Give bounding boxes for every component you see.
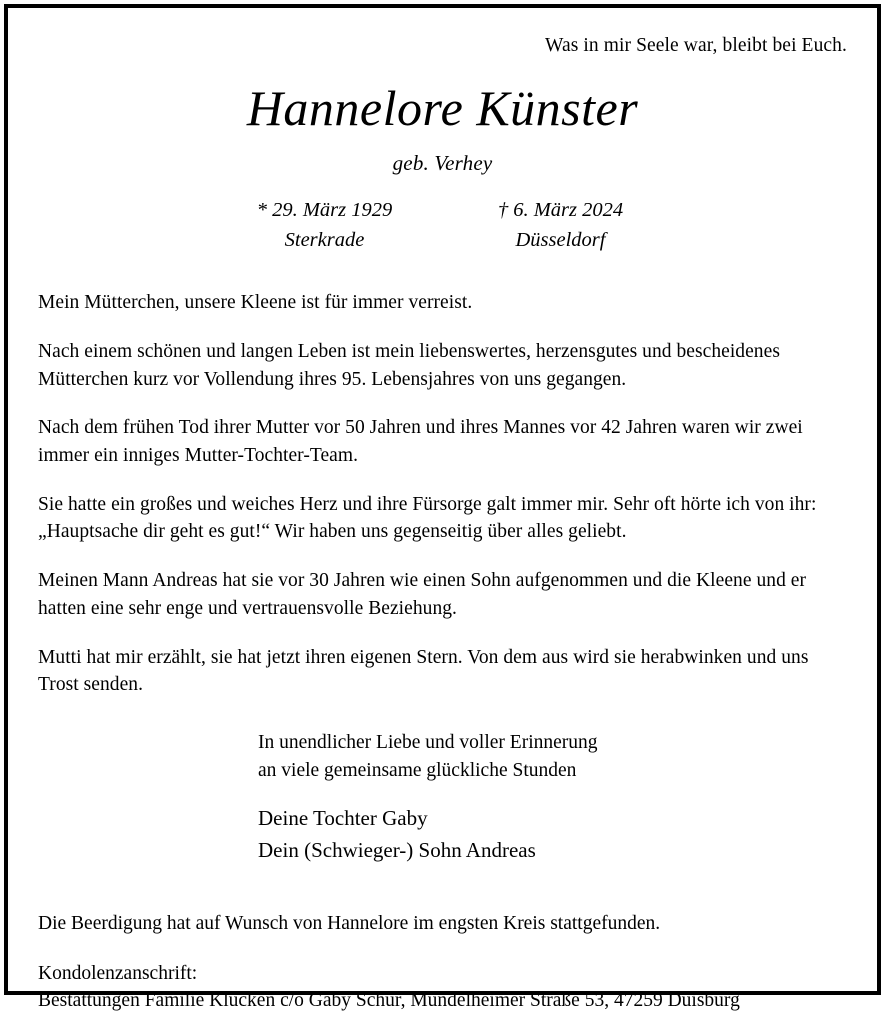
deceased-name: Hannelore Künster — [246, 80, 639, 137]
body-paragraph: Meinen Mann Andreas hat sie vor 30 Jahren wie einen Sohn aufgenommen und die Kleene und er hatten eine sehr enge und vertrauensvolle Beziehung. — [38, 570, 807, 619]
birth-date: * 29. März 1929 — [256, 198, 393, 221]
signature-list — [258, 803, 853, 866]
obituary-body — [32, 289, 853, 699]
birth-place: Sterkrade — [284, 228, 365, 251]
body-paragraph: Nach dem frühen Tod ihrer Mutter vor 50 Jahren und ihres Mannes vor 42 Jahren waren wir zwei immer ein inniges Mutter-Tochter-Team. — [38, 417, 803, 467]
death-place: Düsseldorf — [515, 228, 606, 251]
death-info — [443, 196, 679, 255]
funeral-note: Die Beerdigung hat auf Wunsch von Hannelore im engsten Kreis stattgefunden. — [38, 913, 661, 935]
notice-footer — [32, 910, 853, 1014]
body-paragraph: Mutti hat mir erzählt, sie hat jetzt ihren eigenen Stern. Von dem aus wird sie herabwinken und uns Trost senden. — [38, 646, 809, 696]
birth-info — [207, 196, 443, 255]
condolence-address: Bestattungen Familie Klucken c/o Gaby Schur, Mündelheimer Straße 53, 47259 Duisburg — [38, 990, 740, 1011]
condolence-label: Kondolenzanschrift: — [38, 962, 198, 984]
name-block — [32, 82, 853, 176]
epigraph-motto: Was in mir Seele war, bleibt bei Euch. — [545, 35, 847, 56]
signature-line: Dein (Schwieger-) Sohn Andreas — [258, 837, 536, 862]
death-date: † 6. März 2024 — [497, 198, 624, 221]
signature-line: Deine Tochter Gaby — [258, 806, 428, 831]
life-dates — [32, 196, 853, 255]
body-paragraph: Nach einem schönen und langen Leben ist mein liebenswertes, herzensgutes und bescheidenes Mütterchen kurz vor Vollendung ihres 95. Lebensjahres von uns gegangen. — [38, 341, 780, 390]
notice-border-frame — [4, 4, 881, 1011]
closing-block — [32, 729, 853, 867]
body-paragraph: Sie hatte ein großes und weiches Herz und ihre Fürsorge galt immer mir. Sehr oft hörte ich von ihr: „Hauptsache dir geht es gut!“ Wir haben uns gegenseitig über alles geliebt. — [38, 493, 817, 543]
notice-content — [8, 8, 877, 1011]
memorial-line: In unendlicher Liebe und voller Erinnerung — [258, 731, 598, 753]
memorial-line: an viele gemeinsame glückliche Stunden — [258, 760, 577, 782]
maiden-name: geb. Verhey — [392, 150, 493, 175]
body-paragraph: Mein Mütterchen, unsere Kleene ist für immer verreist. — [38, 292, 473, 314]
